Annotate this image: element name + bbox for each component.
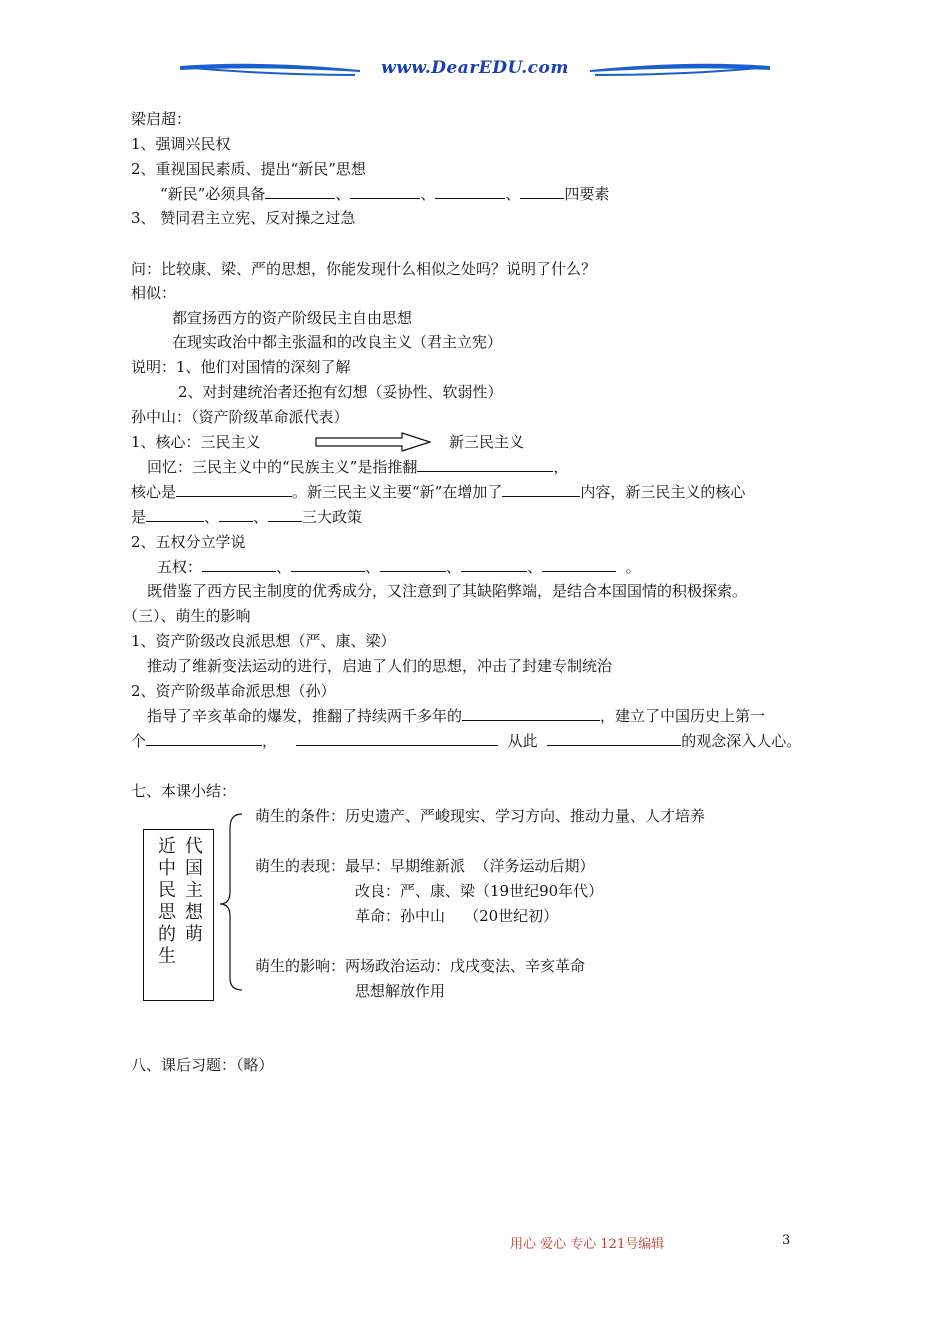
- fill-blank[interactable]: [350, 184, 420, 199]
- page-number: 3: [782, 1233, 791, 1248]
- text-line: 梁启超：: [131, 110, 192, 128]
- text-line: 新三民主义: [449, 433, 525, 451]
- text-line: 1、强调兴民权: [131, 135, 231, 153]
- summary-title-char: 近: [158, 836, 176, 857]
- fill-blank[interactable]: [202, 557, 276, 572]
- text-line: 相似：: [131, 284, 177, 302]
- summary-title-char: 民: [158, 880, 176, 901]
- summary-title-char: 生: [158, 946, 176, 967]
- fill-blank[interactable]: [219, 507, 253, 522]
- text-line: 都宣扬西方的资产阶级民主自由思想: [172, 309, 413, 327]
- summary-expression: 革命：孙中山 （20世纪初）: [355, 907, 559, 925]
- summary-title-char: 思: [158, 902, 176, 923]
- curly-brace-icon: [216, 812, 246, 992]
- text-line: 2、五权分立学说: [131, 533, 246, 551]
- summary-title-char: 的: [158, 924, 176, 945]
- summary-title-column-right: [183, 836, 205, 946]
- fill-blank[interactable]: [265, 184, 335, 199]
- site-logo-text[interactable]: www.DearEDU.com: [381, 58, 569, 78]
- summary-impact: 思想解放作用: [355, 982, 446, 1000]
- fill-blank[interactable]: [547, 731, 681, 746]
- text-line: 五权： 、 、 、 、 。: [157, 558, 641, 576]
- summary-conditions: 萌生的条件：历史遗产、严峻现实、学习方向、推动力量、人才培养: [255, 807, 706, 825]
- fill-blank[interactable]: [542, 557, 616, 572]
- fill-blank[interactable]: [291, 557, 365, 572]
- section-heading: （三）、萌生的影响: [123, 607, 251, 625]
- fill-blank[interactable]: [502, 482, 580, 497]
- fill-blank[interactable]: [296, 731, 498, 746]
- text-line: 2、重视国民素质、提出“新民”思想: [131, 160, 366, 178]
- fill-blank[interactable]: [520, 184, 564, 199]
- summary-expression: 改良：严、康、梁（19世纪90年代）: [355, 882, 604, 900]
- question-line: 问：比较康、梁、严的思想，你能发现什么相似之处吗？说明了什么？: [131, 260, 597, 278]
- summary-title-char: 主: [185, 880, 203, 901]
- footer-editor-text: 用心 爱心 专心 121号编辑: [510, 1237, 665, 1252]
- summary-title-column-left: [156, 836, 178, 968]
- fill-blank[interactable]: [146, 507, 204, 522]
- text-line: 2、资产阶级革命派思想（孙）: [131, 682, 336, 700]
- fill-blank[interactable]: [435, 184, 505, 199]
- text-line: 在现实政治中都主张温和的改良主义（君主立宪）: [172, 333, 503, 351]
- summary-title-text: [156, 836, 178, 968]
- text-line: 核心是 。新三民主义主要“新”在增加了 内容，新三民主义的核心: [131, 483, 746, 501]
- fill-blank[interactable]: [380, 557, 446, 572]
- fill-blank[interactable]: [176, 482, 292, 497]
- hollow-arrow-icon: [314, 432, 434, 452]
- text-line: 孙中山：（资产阶级革命派代表）: [131, 408, 349, 426]
- summary-impact: 萌生的影响：两场政治运动：戊戌变法、辛亥革命: [255, 957, 586, 975]
- fill-blank[interactable]: [268, 507, 302, 522]
- text-line: 3、 赞同君主立宪、反对操之过急: [131, 209, 356, 227]
- text-line: 说明：1、他们对国情的深刻了解: [131, 358, 351, 376]
- text-line: 回忆：三民主义中的“民族主义”是指推翻 ，: [147, 458, 569, 476]
- text-line: 个 ， 从此 的观念深入人心。: [131, 732, 802, 750]
- summary-title-char: 想: [185, 902, 203, 923]
- fill-blank[interactable]: [417, 457, 553, 472]
- text-line: 1、核心：三民主义: [131, 433, 261, 451]
- summary-title-box: [143, 829, 214, 1001]
- text-line: 指导了辛亥革命的爆发，推翻了持续两千多年的 ，建立了中国历史上第一: [147, 707, 766, 725]
- section-heading: 七、本课小结：: [131, 782, 237, 800]
- section-heading: 八、课后习题：（略）: [131, 1056, 274, 1074]
- text-line: 2、对封建统治者还抱有幻想（妥协性、软弱性）: [178, 383, 503, 401]
- summary-title-char: 国: [185, 858, 203, 879]
- summary-expression: 萌生的表现：最早：早期维新派 （洋务运动后期）: [255, 857, 595, 875]
- fill-blank[interactable]: [146, 731, 262, 746]
- text-line: 1、资产阶级改良派思想（严、康、梁）: [131, 632, 396, 650]
- text-line: 推动了维新变法运动的进行，启迪了人们的思想，冲击了封建专制统治: [147, 657, 613, 675]
- text-line: 既借鉴了西方民主制度的优秀成分，又注意到了其缺陷弊端，是结合本国国情的积极探索。: [147, 582, 748, 600]
- summary-title-char: 中: [158, 858, 176, 879]
- summary-title-char: 代: [185, 836, 203, 857]
- text-line: 是 、 、 三大政策: [131, 508, 363, 526]
- fill-blank[interactable]: [462, 706, 600, 721]
- text-line: “新民”必须具备 、 、 、 四要素: [160, 185, 610, 203]
- summary-title-text: [183, 836, 205, 946]
- summary-title-char: 萌: [185, 924, 203, 945]
- fill-blank[interactable]: [461, 557, 527, 572]
